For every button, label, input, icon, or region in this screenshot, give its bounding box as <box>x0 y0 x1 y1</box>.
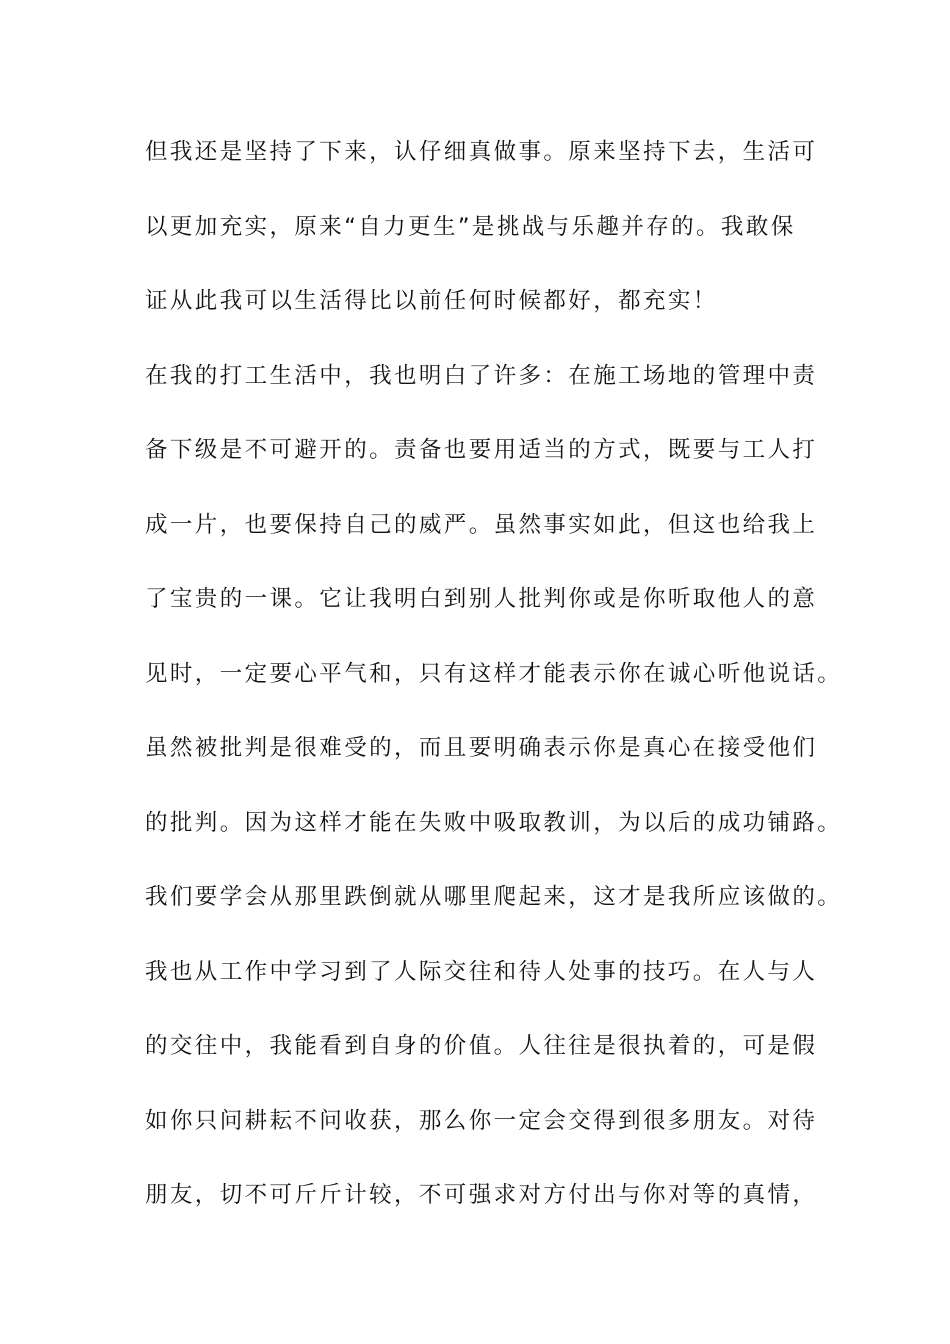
body-text <box>145 130 843 1248</box>
text-line: 如你只问耕耘不问收获，那么你一定会交得到很多朋友。对待 <box>145 1107 818 1134</box>
text-line: 我也从工作中学习到了人际交往和待人处事的技巧。在人与人 <box>145 958 818 985</box>
text-line: 的批判。因为这样才能在失败中吸取教训，为以后的成功铺路。 <box>145 809 843 836</box>
text-line: 虽然被批判是很难受的，而且要明确表示你是真心在接受他们 <box>145 735 818 761</box>
text-line: 备下级是不可避开的。责备也要用适当的方式，既要与工人打 <box>145 437 818 463</box>
text-line: 以更加充实，原来“自力更生”是挑战与乐趣并存的。我敢保 <box>145 213 796 240</box>
text-line: 我们要学会从那里跌倒就从哪里爬起来，这才是我所应该做的。 <box>145 884 843 910</box>
text-line: 朋友，切不可斤斤计较，不可强求对方付出与你对等的真情， <box>145 1182 818 1208</box>
text-line: 在我的打工生活中，我也明白了许多：在施工场地的管理中责 <box>145 362 818 389</box>
text-line: 成一片，也要保持自己的威严。虽然事实如此，但这也给我上 <box>145 511 818 538</box>
text-line: 证从此我可以生活得比以前任何时候都好，都充实！ <box>145 288 718 314</box>
text-line: 的交往中，我能看到自身的价值。人往往是很执着的，可是假 <box>145 1033 818 1059</box>
text-line: 了宝贵的一课。它让我明白到别人批判你或是你听取他人的意 <box>145 586 818 612</box>
text-line: 见时，一定要心平气和，只有这样才能表示你在诚心听他说话。 <box>145 660 843 687</box>
text-line: 但我还是坚持了下来，认仔细真做事。原来坚持下去，生活可 <box>145 139 818 165</box>
